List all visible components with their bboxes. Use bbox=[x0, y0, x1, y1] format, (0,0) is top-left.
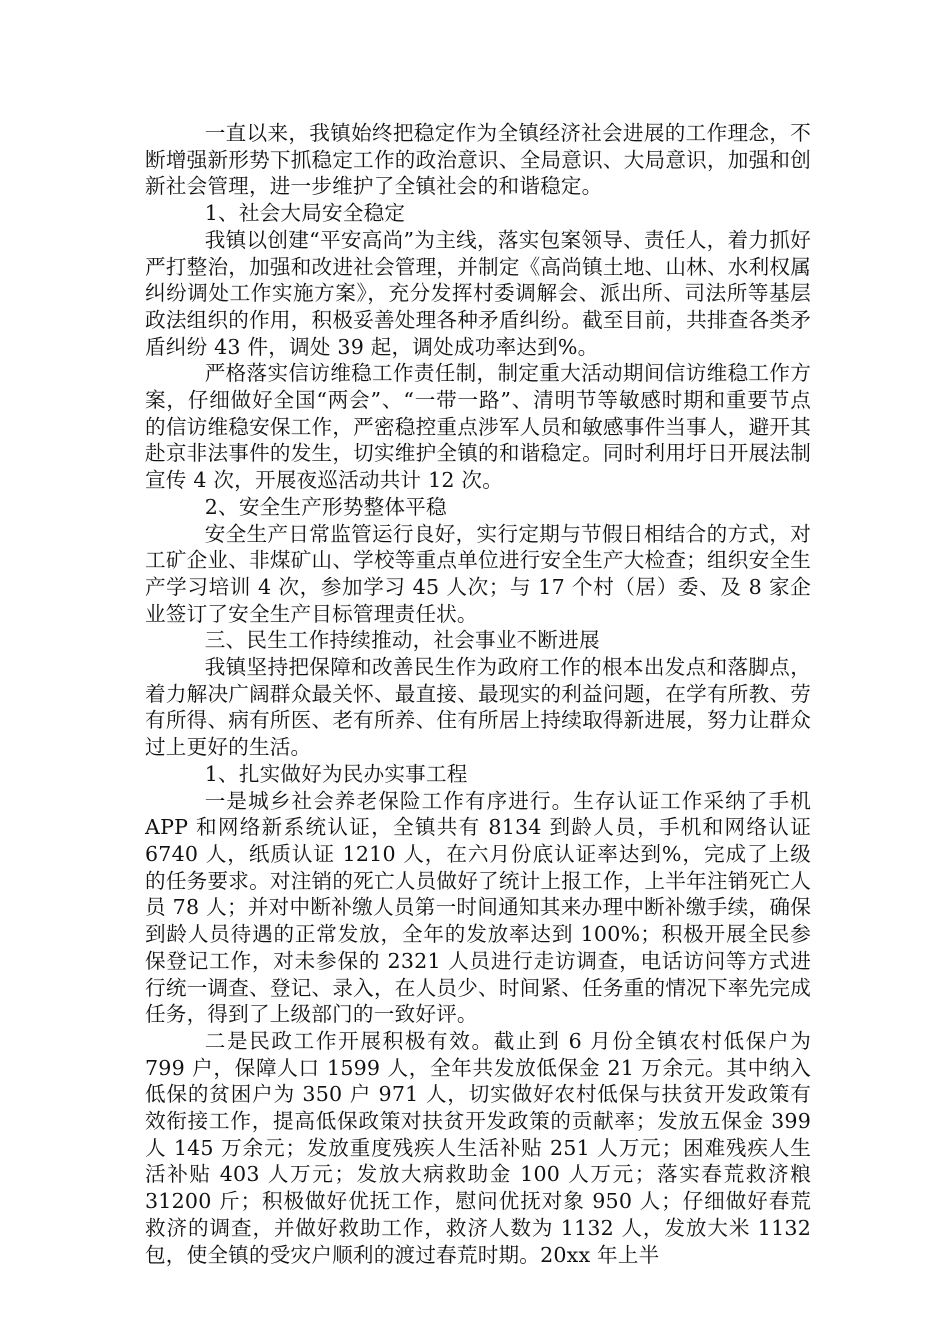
paragraph-livelihood-intro: 我镇坚持把保障和改善民生作为政府工作的根本出发点和落脚点，着力解决广阔群众最关怀、最直接、最现实的利益问题，在学有所教、劳有所得、病有所医、老有所养、住有所居上持续取得新进展，努力让群众过上更好的生活。 bbox=[145, 655, 811, 760]
paragraph-production-safety: 安全生产日常监管运行良好，实行定期与节假日相结合的方式，对工矿企业、非煤矿山、学校等重点单位进行安全生产大检查；组织安全生产学习培训 4 次，参加学习 45 人次；与 17 个村（居）委、及 8 家企业签订了安全生产目标管理责任状。 bbox=[145, 521, 811, 626]
document-body bbox=[145, 120, 811, 1268]
heading-social-security: 1、社会大局安全稳定 bbox=[204, 201, 406, 226]
paragraph-stability-intro: 一直以来，我镇始终把稳定作为全镇经济社会进展的工作理念，不断增强新形势下抓稳定工作的政治意识、全局意识、大局意识，加强和创新社会管理，进一步维护了全镇社会的和谐稳定。 bbox=[145, 121, 811, 199]
heading-production-safety: 2、安全生产形势整体平稳 bbox=[204, 494, 447, 519]
paragraph-civil-affairs: 二是民政工作开展积极有效。截止到 6 月份全镇农村低保户为 799 户，保障人口 1599 人，全年共发放低保金 21 万余元。其中纳入低保的贫困户为 350 户 971 人，切实做好农村低保与扶贫开发政策有效衔接工作，提高低保政策对扶贫开发政策的贡献率；发放五保金 399 人 145 万余元；发放重度残疾人生活补贴 251 人万元；困难残疾人生活补贴 403 人万元；发放大病救助金 100 人万元；落实春荒救济粮 31200 斤；积极做好优抚工作，慰问优抚对象 950 人；仔细做好春荒救济的调查，并做好救助工作，救济人数为 1132 人，发放大米 1132 包，使全镇的受灾户顺利的渡过春荒时期。20xx 年上半 bbox=[145, 1028, 811, 1267]
heading-practical-projects: 1、扎实做好为民办实事工程 bbox=[204, 761, 468, 786]
paragraph-safe-town: 我镇以创建“平安高尚”为主线，落实包案领导、责任人，着力抓好严打整治，加强和改进社会管理，并制定《高尚镇土地、山林、水利权属纠纷调处工作实施方案》，充分发挥村委调解会、派出所、司法所等基层政法组织的作用，积极妥善处理各种矛盾纠纷。截至目前，共排查各类矛盾纠纷 43 件，调处 39 起，调处成功率达到%。 bbox=[145, 227, 811, 359]
paragraph-petition-stability: 严格落实信访维稳工作责任制，制定重大活动期间信访维稳工作方案，仔细做好全国“两会”、“一带一路”、清明节等敏感时期和重要节点的信访维稳安保工作，严密稳控重点涉军人员和敏感事件当事人，避开其赴京非法事件的发生，切实维护全镇的和谐稳定。同时利用圩日开展法制宣传 4 次，开展夜巡活动共计 12 次。 bbox=[145, 361, 811, 493]
heading-livelihood: 三、民生工作持续推动，社会事业不断进展 bbox=[204, 628, 600, 653]
paragraph-pension-insurance: 一是城乡社会养老保险工作有序进行。生存认证工作采纳了手机 APP 和网络新系统认证，全镇共有 8134 到龄人员，手机和网络认证 6740 人，纸质认证 1210 人，在六月份底认证率达到%，完成了上级的任务要求。对注销的死亡人员做好了统计上报工作，上半年注销死亡人员 78 人；并对中断补缴人员第一时间通知其来办理中断补缴手续，确保到龄人员待遇的正常发放，全年的发放率达到 100%；积极开展全民参保登记工作，对未参保的 2321 人员进行走访调查，电话访问等方式进行统一调查、登记、录入，在人员少、时间紧、任务重的情况下率先完成任务，得到了上级部门的一致好评。 bbox=[145, 788, 811, 1027]
